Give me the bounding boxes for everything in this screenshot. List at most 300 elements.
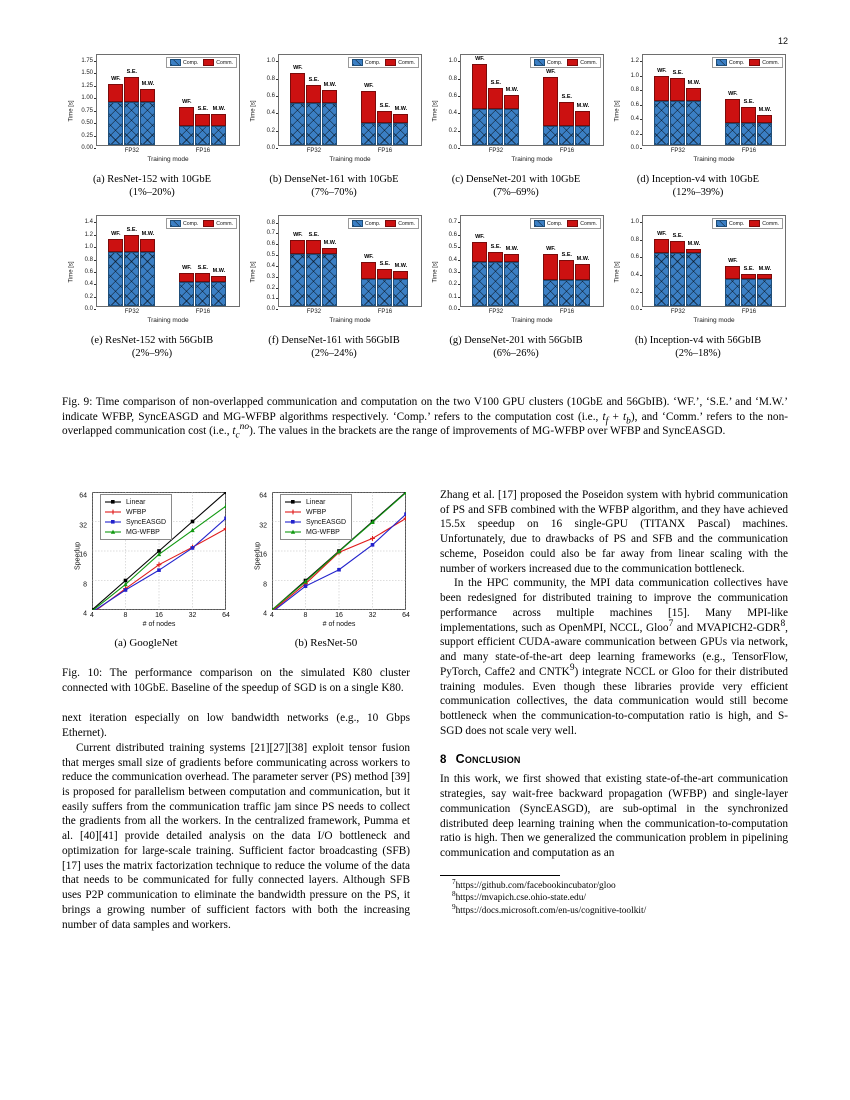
y-tick-label: 16 — [259, 551, 267, 559]
bar-segment-comm — [124, 235, 139, 252]
bar-FP16-WF. — [725, 90, 740, 145]
footnote-marker-9: 9 — [452, 902, 456, 911]
bar-segment-comp — [108, 252, 123, 307]
bar-annotation: S.E. — [308, 77, 320, 84]
legend-item-Linear — [284, 497, 346, 507]
bar-segment-comm — [488, 252, 503, 262]
legend-label: Comm. — [398, 220, 415, 227]
subplot-caption-a — [62, 173, 242, 199]
bar-segment-comp — [179, 126, 194, 145]
bar-annotation: S.E. — [743, 99, 755, 106]
bar-segment-comm — [290, 73, 305, 103]
x-tick-label: FP32 — [124, 309, 140, 316]
y-tick-label: 0.2 — [84, 293, 93, 300]
bar-chart-c — [426, 52, 606, 170]
bar-segment-comp — [504, 109, 519, 145]
bar-FP16-WF. — [543, 246, 558, 306]
x-tick-label: FP32 — [670, 148, 686, 154]
y-tick-label: 0.8 — [630, 236, 639, 243]
legend-item-comm — [749, 59, 779, 66]
chart-legend — [100, 494, 172, 540]
legend-item-comm — [567, 220, 597, 227]
left-paragraph-2: Current distributed training systems [21][27][38] exploit tensor fusion that merges small size of gradients before communicating across workers to reduce the communication overhead. The parameter server (PS) method [39] is proposed for parallelism between computation and communication, but it easily suffers from the communication traffic jam since PS needs to collect the gradients from all the workers. In the centralized framework, Pumma et al. [40][41] provide detailed analysis on the data I/O bottleneck and optimization for large-scale training. Sufficient factor broadcasting (SFB) [17] uses the matrix factorization technique to reduce the volume of the data that needs to be communicated for fully connected layers. Although SFB uses P2P communication to eliminate the bandwidth pressure on the PS, it brings a growing number of sufficient factors with both the increasing number of data samples and workers. — [62, 741, 410, 931]
subplot-caption-d — [608, 173, 788, 199]
y-tick-label: 0.1 — [266, 295, 275, 302]
bar-segment-comm — [124, 77, 139, 102]
bar-annotation: WF. — [293, 64, 303, 71]
bar-segment-comp — [140, 252, 155, 307]
legend-swatch — [203, 220, 214, 227]
legend-label: Comm. — [580, 59, 597, 66]
bar-FP16-S.E. — [377, 103, 392, 145]
bar-segment-comp — [472, 262, 487, 307]
subplot-caption-line2: (2%–24%) — [311, 348, 357, 360]
figure-9-subplot-e — [62, 213, 242, 360]
series-marker-Linear — [124, 579, 128, 583]
bar-FP16-M.W. — [575, 103, 590, 145]
bar-annotation: S.E. — [490, 79, 502, 86]
bar-annotation: M.W. — [141, 80, 155, 87]
figure-9-subplot-c — [426, 52, 606, 199]
bar-segment-comp — [741, 123, 756, 145]
x-axis-title: Training mode — [693, 317, 735, 325]
legend-swatch — [385, 220, 396, 227]
y-tick-label: 1.75 — [81, 57, 93, 64]
x-axis-title: Training mode — [147, 317, 189, 325]
figure-9-subplot-d — [608, 52, 788, 199]
y-tick-label: 32 — [79, 522, 87, 529]
y-axis-ticks — [69, 54, 95, 151]
bar-FP16-WF. — [179, 265, 194, 306]
series-marker-Linear — [191, 520, 195, 524]
legend-item-comp — [170, 59, 198, 66]
plot-area — [96, 215, 240, 316]
x-tick-label: FP32 — [488, 148, 504, 154]
legend-swatch — [534, 59, 545, 66]
bar-segment-comp — [741, 279, 756, 306]
y-tick-label: 0.4 — [84, 281, 93, 288]
bar-segment-comp — [654, 253, 669, 306]
bar-segment-comp — [488, 262, 503, 307]
bar-annotation: S.E. — [197, 105, 209, 112]
series-marker-SyncEASGD — [157, 568, 161, 572]
bar-segment-comp — [322, 254, 337, 306]
y-tick-label: 0.7 — [266, 230, 275, 237]
y-tick-label: 0.8 — [84, 256, 93, 263]
legend-label: Comp. — [183, 59, 199, 66]
y-tick-label: 0.6 — [266, 241, 275, 248]
bar-segment-comp — [575, 126, 590, 145]
bar-FP16-S.E. — [377, 261, 392, 306]
bar-segment-comm — [108, 84, 123, 102]
figure-10-subcaption-b: (b) ResNet-50 — [294, 637, 358, 649]
x-tick-label: 64 — [222, 612, 230, 619]
plot-area — [96, 54, 240, 154]
bars-container — [279, 55, 421, 154]
plot-area — [642, 215, 786, 316]
bar-segment-comm — [195, 114, 210, 126]
bar-annotation: S.E. — [672, 70, 684, 77]
legend-swatch — [352, 220, 363, 227]
bars-container — [643, 55, 785, 154]
legend-label: MG-WFBP — [126, 528, 160, 536]
figure-9-subplot-b — [244, 52, 424, 199]
y-tick-label: 1.25 — [81, 82, 93, 89]
bar-segment-comm — [575, 111, 590, 126]
bar-segment-comm — [322, 248, 337, 254]
y-tick-label: 1.0 — [84, 244, 93, 251]
subplot-caption-b — [244, 173, 424, 199]
y-tick-label: 8 — [263, 581, 267, 588]
footnote-rule — [440, 875, 560, 876]
bar-annotation: WF. — [293, 232, 303, 239]
chart-legend — [530, 57, 601, 68]
bar-annotation: WF. — [182, 265, 192, 272]
bar-FP32-S.E. — [488, 243, 503, 307]
y-tick-label: 4 — [83, 610, 87, 618]
footnote-text-8: https://mvapich.cse.ohio-state.edu/ — [455, 893, 587, 904]
legend-item-comp — [716, 220, 744, 227]
subplot-caption-line1: (g) DenseNet-201 with 56GbIB — [449, 335, 583, 347]
bar-segment-comm — [393, 271, 408, 280]
y-tick-label: 1.2 — [630, 58, 639, 65]
y-tick-label: 0.7 — [448, 219, 457, 226]
subplot-caption-line2: (2%–9%) — [131, 348, 173, 360]
x-axis-title: # of nodes — [322, 621, 356, 628]
x-tick-label: 16 — [335, 612, 343, 619]
footnote-item — [452, 877, 788, 893]
legend-swatch — [385, 59, 396, 66]
figure-10-charts — [62, 488, 410, 636]
bar-annotation: WF. — [728, 90, 738, 97]
bar-segment-comp — [393, 279, 408, 306]
bar-segment-comp — [670, 101, 685, 145]
bar-segment-comm — [306, 240, 321, 254]
bar-segment-comm — [543, 77, 558, 126]
legend-swatch — [352, 59, 363, 66]
y-tick-label: 0.8 — [266, 75, 275, 82]
figure-9-subplot-a — [62, 52, 242, 199]
bar-chart-g — [426, 213, 606, 331]
bar-FP16-S.E. — [559, 252, 574, 306]
legend-swatch — [567, 220, 578, 227]
bars-container — [279, 216, 421, 316]
bar-annotation: WF. — [546, 246, 556, 253]
bar-chart-h — [608, 213, 788, 331]
legend-item-MG-WFBP — [104, 527, 166, 537]
bar-segment-comp — [290, 254, 305, 306]
bar-segment-comm — [575, 264, 590, 280]
bar-chart-f — [244, 213, 424, 331]
bar-segment-comp — [488, 109, 503, 145]
y-tick-label: 0.0 — [266, 145, 275, 151]
subplot-caption-line1: (d) Inception-v4 with 10GbE — [636, 174, 760, 185]
y-axis-ticks — [615, 215, 641, 313]
y-tick-label: 0.6 — [630, 101, 639, 108]
bar-FP16-M.W. — [393, 262, 408, 307]
bar-annotation: M.W. — [576, 255, 590, 262]
section-title: Conclusion — [455, 752, 521, 767]
plot-area — [642, 54, 786, 154]
figure-9-caption: Fig. 9: Time comparison of non-overlapped communication and computation on the two V100 GPU clusters (10GbE and 56GbIB). ‘WF.’, ‘S.E.’ and ‘M.W.’ indicate WFBP, SyncEASGD and MG-WFBP algorithms respectively. ‘Comp.’ refers to the computation cost (i.e., $t_f + t_b$), and ‘Comm.’ refers to the non-overlapped communication cost (i.e., $t_c^{no}$). The values in the brackets are the range of improvements of MG-WFBP over WFBP and SyncEASGD. — [62, 396, 788, 441]
figure-10-caption: Fig. 10: The performance comparison on the simulated K80 cluster connected with 10GbE. Baseline of the speedup of SGD is on a single K80. — [62, 667, 410, 694]
bar-annotation: S.E. — [672, 233, 684, 240]
bar-annotation: WF. — [111, 231, 121, 238]
bar-segment-comp — [543, 280, 558, 306]
right-paragraph-2-part1: In the HPC community, the MPI data communication collectives have been redesigned for distributed training to improve the communication performance across multiple machines [15]. Many MPI-like implementations, such as OpenMPI, NCCL, Gloo — [440, 577, 788, 634]
figure-10-subplot-a — [62, 488, 230, 636]
bar-annotation: M.W. — [687, 240, 701, 247]
y-tick-label: 0.2 — [448, 127, 457, 134]
x-tick-label: FP16 — [559, 148, 575, 154]
y-tick-label: 0.0 — [266, 306, 275, 313]
y-tick-label: 0.6 — [84, 268, 93, 275]
legend-item-comm — [203, 59, 233, 66]
x-tick-label: 4 — [270, 612, 274, 619]
x-axis-title: Training mode — [147, 156, 189, 163]
bar-annotation: S.E. — [126, 68, 138, 75]
bar-FP16-M.W. — [211, 268, 226, 306]
bar-segment-comm — [559, 102, 574, 125]
legend-swatch — [104, 518, 122, 526]
bar-FP32-M.W. — [504, 246, 519, 306]
bar-segment-comp — [290, 103, 305, 145]
bar-FP16-S.E. — [195, 264, 210, 307]
right-paragraph-2-part3: , support efficient CUDA-aware communication between GPUs via network, and many state-of-the-art deep learning frameworks (e.g., TensorFlow, PyTorch, Caffe2 and CNTK — [440, 621, 788, 678]
bar-segment-comp — [179, 282, 194, 306]
x-tick-label: FP16 — [377, 309, 393, 316]
y-tick-label: 8 — [83, 581, 87, 588]
bar-segment-comm — [741, 107, 756, 122]
bar-segment-comm — [211, 114, 226, 126]
y-axis-ticks — [433, 215, 459, 313]
bar-segment-comm — [393, 114, 408, 124]
bar-segment-comp — [654, 101, 669, 145]
bar-segment-comp — [559, 126, 574, 145]
legend-swatch — [284, 518, 302, 526]
bar-annotation: WF. — [182, 99, 192, 106]
bar-segment-comm — [306, 85, 321, 103]
subplot-caption-line2: (1%–20%) — [129, 187, 175, 199]
legend-swatch — [104, 528, 122, 536]
x-tick-label: 8 — [303, 612, 308, 619]
bar-segment-comp — [124, 102, 139, 145]
y-axis-title: Time [s] — [614, 100, 621, 122]
y-tick-label: 0.6 — [630, 254, 639, 261]
legend-swatch — [284, 498, 302, 506]
chart-legend — [166, 218, 237, 229]
legend-item-comm — [385, 59, 415, 66]
bar-annotation: WF. — [111, 75, 121, 82]
legend-item-comp — [170, 220, 198, 227]
y-tick-label: 0.75 — [81, 107, 93, 114]
y-tick-label: 0.00 — [81, 145, 93, 151]
bar-FP16-S.E. — [559, 94, 574, 145]
right-paragraph-1: Zhang et al. [17] proposed the Poseidon system with hybrid communication of PS and SFB combined with the WFBP algorithm, and they have achieved 15.5x speedup on 16 single-GPU (TITANX Pascal) machines. Unfortunately, due to drawbacks of PS and SFB and the communication scheme, Poseidon could also be far away from linear scaling with the number of workers increased due to the communication bottleneck. — [440, 489, 788, 575]
y-tick-label: 0.50 — [81, 120, 93, 127]
x-tick-label: 16 — [155, 612, 163, 619]
bar-FP32-M.W. — [322, 239, 337, 306]
y-tick-label: 0.0 — [84, 306, 93, 313]
series-marker-SyncEASGD — [191, 546, 195, 550]
figure-9-subplot-g — [426, 213, 606, 360]
chart-legend — [712, 218, 783, 229]
bar-FP16-S.E. — [195, 105, 210, 145]
footnote-text-9: https://docs.microsoft.com/en-us/cognitive-toolkit/ — [455, 906, 647, 917]
right-paragraph-2-part2: and MVAPICH2-GDR — [673, 621, 781, 634]
plot-area — [272, 492, 406, 610]
x-tick-label: FP32 — [306, 148, 322, 154]
y-tick-label: 1.0 — [630, 219, 639, 226]
bar-FP32-M.W. — [686, 79, 701, 145]
legend-item-MG-WFBP — [284, 527, 346, 537]
legend-label: SyncEASGD — [306, 518, 347, 526]
y-tick-label: 4 — [263, 610, 267, 618]
bar-segment-comm — [361, 91, 376, 123]
y-tick-label: 0.4 — [630, 271, 639, 278]
y-axis-title: Time [s] — [432, 261, 439, 283]
plot-area — [460, 215, 604, 316]
y-axis-title: Time [s] — [250, 100, 257, 122]
legend-swatch — [104, 508, 122, 516]
legend-item-comp — [534, 59, 562, 66]
legend-label: WFBP — [306, 508, 327, 516]
bar-FP16-WF. — [361, 83, 376, 145]
bar-segment-comp — [670, 253, 685, 306]
bars-container — [97, 55, 239, 154]
y-tick-label: 1.4 — [84, 219, 93, 226]
bar-segment-comm — [377, 269, 392, 279]
bar-FP16-WF. — [543, 69, 558, 145]
y-tick-label: 0.8 — [448, 75, 457, 82]
subplot-caption-line2: (2%–18%) — [675, 348, 721, 360]
footnote-text-7: https://github.com/facebookincubator/gloo — [455, 880, 616, 891]
left-column — [62, 488, 410, 932]
bar-segment-comp — [361, 279, 376, 306]
chart-legend — [280, 494, 352, 540]
plot-area — [460, 54, 604, 154]
footnote-marker-8: 8 — [452, 890, 456, 899]
legend-item-SyncEASGD — [104, 517, 166, 527]
bar-segment-comp — [543, 126, 558, 145]
bar-annotation: M.W. — [141, 230, 155, 237]
legend-swatch — [104, 498, 122, 506]
bar-segment-comp — [686, 253, 701, 306]
legend-label: Comp. — [365, 220, 381, 227]
left-paragraph-1: next iteration especially on low bandwidth networks (e.g., 10 Gbps Ethernet). — [62, 712, 410, 740]
bar-FP32-S.E. — [306, 232, 321, 306]
bar-segment-comp — [211, 126, 226, 145]
figure-9-row-bottom — [62, 213, 788, 360]
bar-FP32-WF. — [290, 232, 305, 306]
legend-label: MG-WFBP — [306, 528, 340, 536]
bar-FP16-M.W. — [575, 255, 590, 306]
x-tick-label: FP16 — [741, 309, 757, 316]
legend-label: Comm. — [398, 59, 415, 66]
bar-FP32-S.E. — [306, 77, 321, 145]
bar-FP32-WF. — [108, 231, 123, 306]
chart-legend — [712, 57, 783, 68]
figure-9-subplot-f — [244, 213, 424, 360]
legend-swatch — [749, 59, 760, 66]
bar-FP16-S.E. — [741, 266, 756, 306]
x-tick-label: 32 — [188, 612, 197, 619]
subplot-caption-line1: (h) Inception-v4 with 56GbIB — [634, 335, 762, 347]
bar-FP32-S.E. — [488, 79, 503, 145]
y-tick-label: 0.5 — [448, 244, 457, 251]
y-tick-label: 16 — [79, 551, 87, 559]
y-tick-label: 64 — [79, 492, 87, 500]
subplot-caption-line1: (b) DenseNet-161 with 10GbE — [269, 174, 399, 185]
y-tick-label: 32 — [259, 522, 267, 529]
bar-FP32-M.W. — [140, 230, 155, 307]
y-axis-ticks — [69, 215, 95, 313]
legend-swatch — [284, 508, 302, 516]
bar-FP32-S.E. — [124, 68, 139, 145]
series-marker-SyncEASGD — [337, 568, 341, 572]
bar-FP16-M.W. — [211, 105, 226, 145]
x-tick-label: FP32 — [306, 309, 322, 316]
bar-FP32-WF. — [654, 230, 669, 307]
bar-segment-comp — [361, 123, 376, 145]
bar-FP16-M.W. — [393, 105, 408, 145]
legend-label: Comp. — [183, 220, 199, 227]
line-chart-b — [242, 488, 410, 636]
bar-annotation: M.W. — [212, 105, 226, 112]
legend-label: Comp. — [547, 59, 563, 66]
legend-item-WFBP — [284, 507, 346, 517]
y-tick-label: 1.00 — [81, 95, 93, 102]
plot-area — [278, 54, 422, 154]
right-column — [440, 488, 788, 918]
chart-legend — [348, 57, 419, 68]
x-tick-label: 8 — [123, 612, 128, 619]
series-marker-SyncEASGD — [124, 588, 128, 592]
subplot-caption-c — [426, 173, 606, 199]
x-tick-label: 64 — [402, 612, 410, 619]
right-paragraph-3: In this work, we first showed that existing state-of-the-art communication strategies, say wait-free backward propagation (WFBP) and single-layer communication (SyncEASGD), are sub-optimal in the synchronized distributed deep learning training when the communication-to-computation ratio is high. Then we generalized the communication problem in pipelining communication and computation as an — [440, 773, 788, 860]
legend-label: Comm. — [216, 59, 233, 66]
figure-9-row-top — [62, 52, 788, 199]
bar-annotation: WF. — [657, 68, 667, 75]
bar-annotation: M.W. — [323, 82, 337, 89]
legend-label: Linear — [306, 498, 326, 506]
legend-item-comp — [534, 220, 562, 227]
right-paragraph-2 — [440, 576, 788, 738]
bar-segment-comm — [140, 89, 155, 102]
bar-segment-comp — [504, 262, 519, 307]
legend-swatch — [284, 528, 302, 536]
y-tick-label: 0.0 — [630, 306, 639, 313]
bar-segment-comm — [472, 242, 487, 262]
legend-item-comm — [385, 220, 415, 227]
legend-swatch — [716, 59, 727, 66]
bar-FP32-M.W. — [140, 80, 155, 145]
bar-segment-comp — [377, 279, 392, 306]
y-tick-label: 0.4 — [448, 110, 457, 117]
y-axis-title: Time [s] — [432, 100, 439, 122]
section-number: 8 — [440, 754, 447, 767]
legend-label: Comm. — [580, 220, 597, 227]
bar-segment-comp — [306, 103, 321, 145]
y-tick-label: 0.1 — [448, 293, 457, 300]
bar-chart-a — [62, 52, 242, 170]
subplot-caption-h — [608, 334, 788, 360]
x-tick-label: FP16 — [559, 309, 575, 316]
bar-FP16-S.E. — [741, 99, 756, 145]
legend-label: Linear — [126, 498, 146, 506]
y-tick-label: 0.2 — [266, 284, 275, 291]
